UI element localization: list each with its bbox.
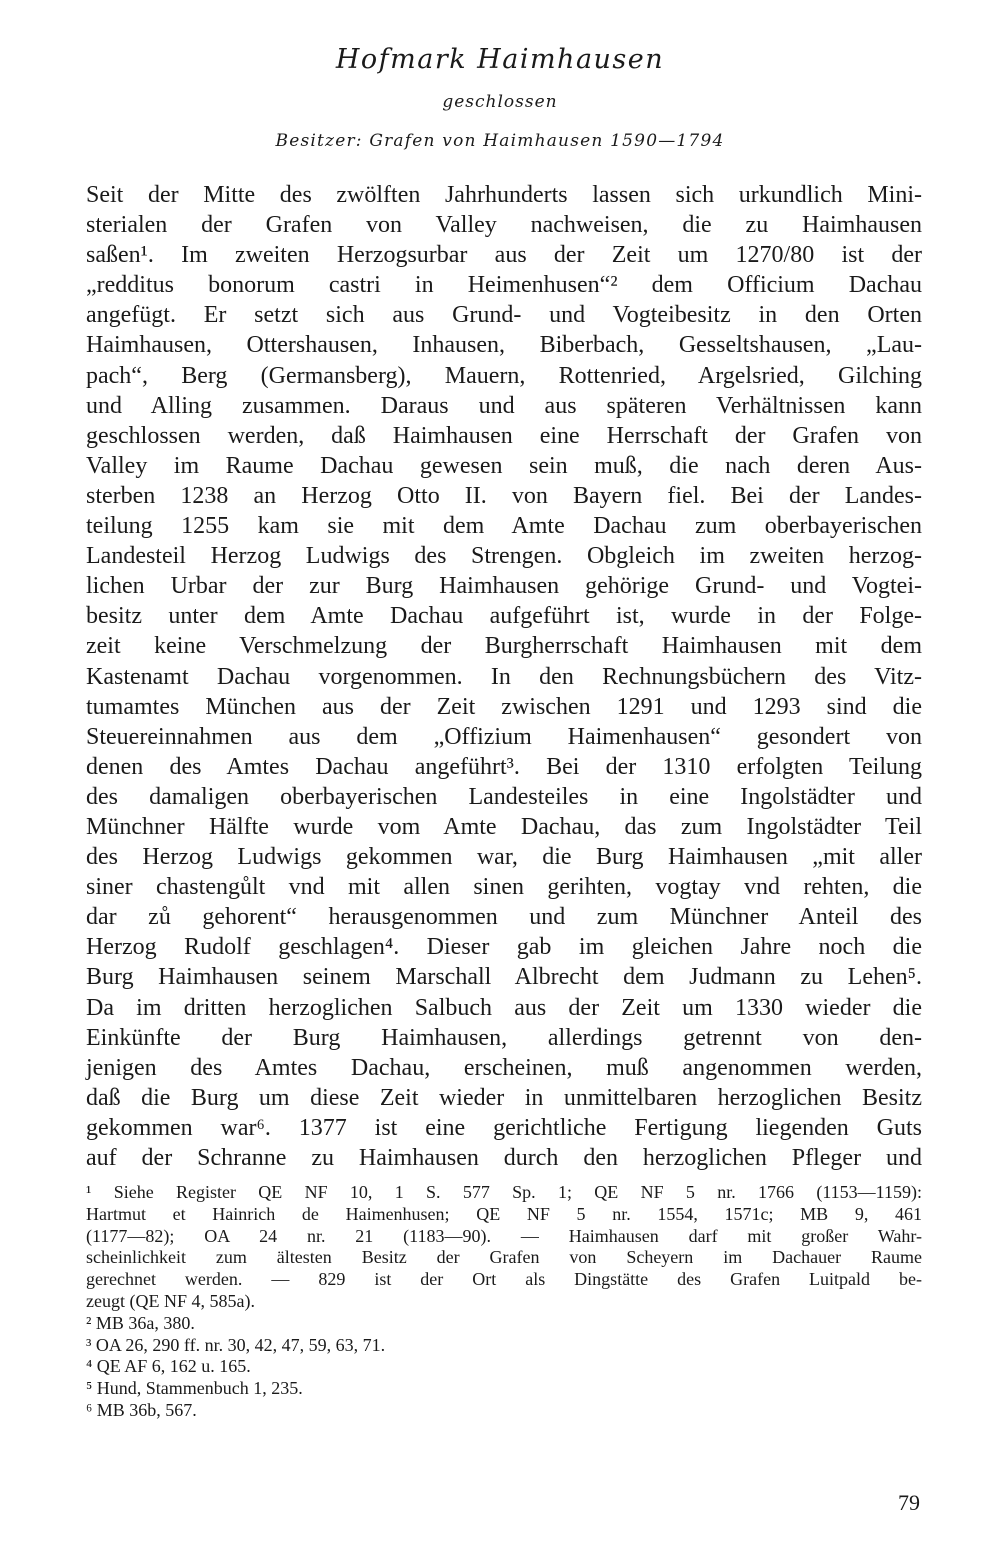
- footnote-line: ² MB 36a, 380.: [86, 1312, 195, 1333]
- footnote-line: ³ OA 26, 290 ff. nr. 30, 42, 47, 59, 63, 71.: [86, 1334, 386, 1355]
- body-line: Kastenamt Dachau vorgenommen. In den Rechnungsbüchern des Vitz-: [86, 663, 922, 690]
- body-line: Valley im Raume Dachau gewesen sein muß, die nach deren Aus-: [86, 452, 922, 479]
- footnote-line: gerechnet werden. — 829 ist der Ort als Dingstätte des Grafen Luitpald be-: [86, 1269, 922, 1290]
- body-line: pach“, Berg (Germansberg), Mauern, Rottenried, Argelsried, Gilching: [86, 362, 922, 389]
- body-line: Münchner Hälfte wurde vom Amte Dachau, das zum Ingolstädter Teil: [86, 813, 922, 840]
- body-line: sterialen der Grafen von Valley nachweisen, die zu Haimhausen: [86, 212, 922, 239]
- footnotes: [86, 1182, 922, 1422]
- footnote-line: zeugt (QE NF 4, 585a).: [86, 1290, 255, 1311]
- body-line: angefügt. Er setzt sich aus Grund- und Vogteibesitz in den Orten: [86, 302, 922, 329]
- footnote-line: ⁴ QE AF 6, 162 u. 165.: [86, 1356, 251, 1377]
- body-line: auf der Schranne zu Haimhausen durch den herzoglichen Pfleger und: [86, 1145, 922, 1171]
- body-line: Haimhausen, Ottershausen, Inhausen, Biberbach, Gesseltshausen, „Lau-: [86, 332, 922, 359]
- body-line: Steuereinnahmen aus dem „Offizium Haimenhausen“ gesondert von: [86, 723, 922, 750]
- body-line: tumamtes München aus der Zeit zwischen 1291 und 1293 sind die: [86, 693, 922, 720]
- page-title: Hofmark Haimhausen: [335, 44, 665, 75]
- footnote-line: Hartmut et Hainrich de Haimenhusen; QE NF 5 nr. 1554, 1571c; MB 9, 461: [86, 1203, 922, 1224]
- page-number: 79: [898, 1490, 920, 1515]
- body-line: besitz unter dem Amte Dachau aufgeführt ist, wurde in der Folge-: [86, 603, 922, 630]
- status-subtitle: geschlossen: [442, 92, 558, 112]
- body-line: saßen¹. Im zweiten Herzogsurbar aus der Zeit um 1270/80 ist der: [86, 242, 922, 269]
- body-line: denen des Amtes Dachau angeführt³. Bei der 1310 erfolgten Teilung: [86, 753, 922, 780]
- body-line: des Herzog Ludwigs gekommen war, die Burg Haimhausen „mit aller: [86, 844, 922, 871]
- body-line: gekommen war⁶. 1377 ist eine gerichtliche Fertigung liegenden Guts: [86, 1114, 922, 1141]
- body-line: teilung 1255 kam sie mit dem Amte Dachau zum oberbayerischen: [86, 513, 922, 540]
- body-text: [86, 180, 922, 1173]
- footnote-line: ⁶ MB 36b, 567.: [86, 1399, 197, 1420]
- body-line: Burg Haimhausen seinem Marschall Albrecht dem Judmann zu Lehen⁵.: [86, 964, 922, 991]
- owner-line: Besitzer: Grafen von Haimhausen 1590—1794: [275, 131, 725, 151]
- body-line: daß die Burg um diese Zeit wieder in unmittelbaren herzoglichen Besitz: [86, 1084, 922, 1111]
- body-line: geschlossen werden, daß Haimhausen eine Herrschaft der Grafen von: [86, 422, 922, 449]
- body-line: Da im dritten herzoglichen Salbuch aus der Zeit um 1330 wieder die: [86, 994, 922, 1021]
- footnote-line: (1177—82); OA 24 nr. 21 (1183—90). — Haimhausen darf mit großer Wahr-: [86, 1225, 922, 1246]
- body-line: jenigen des Amtes Dachau, erscheinen, muß angenommen werden,: [86, 1054, 922, 1081]
- body-line: des damaligen oberbayerischen Landesteiles in eine Ingolstädter und: [86, 783, 922, 810]
- footnote-line: ¹ Siehe Register QE NF 10, 1 S. 577 Sp. 1; QE NF 5 nr. 1766 (1153—1159):: [86, 1182, 922, 1202]
- body-line: Landesteil Herzog Ludwigs des Strengen. Obgleich im zweiten herzog-: [86, 543, 922, 570]
- body-line: Seit der Mitte des zwölften Jahrhunderts lassen sich urkundlich Mini-: [86, 182, 922, 208]
- body-line: dar zů gehorent“ herausgenommen und zum Münchner Anteil des: [86, 904, 922, 931]
- body-line: „redditus bonorum castri in Heimenhusen“² dem Officium Dachau: [86, 272, 922, 299]
- footnote-line: scheinlichkeit zum ältesten Besitz der Grafen von Scheyern im Dachauer Raume: [86, 1247, 922, 1268]
- body-line: sterben 1238 an Herzog Otto II. von Bayern fiel. Bei der Landes-: [86, 482, 922, 509]
- footnote-line: ⁵ Hund, Stammenbuch 1, 235.: [86, 1378, 303, 1399]
- body-line: Einkünfte der Burg Haimhausen, allerdings getrennt von den-: [86, 1024, 922, 1051]
- body-line: siner chastengůlt vnd mit allen sinen gerihten, vogtay vnd rehten, die: [86, 874, 922, 901]
- body-line: lichen Urbar der zur Burg Haimhausen gehörige Grund- und Vogtei-: [86, 573, 922, 600]
- body-line: und Alling zusammen. Daraus und aus späteren Verhältnissen kann: [86, 392, 922, 419]
- body-line: Herzog Rudolf geschlagen⁴. Dieser gab im gleichen Jahre noch die: [86, 934, 922, 961]
- body-line: zeit keine Verschmelzung der Burgherrschaft Haimhausen mit dem: [86, 633, 922, 660]
